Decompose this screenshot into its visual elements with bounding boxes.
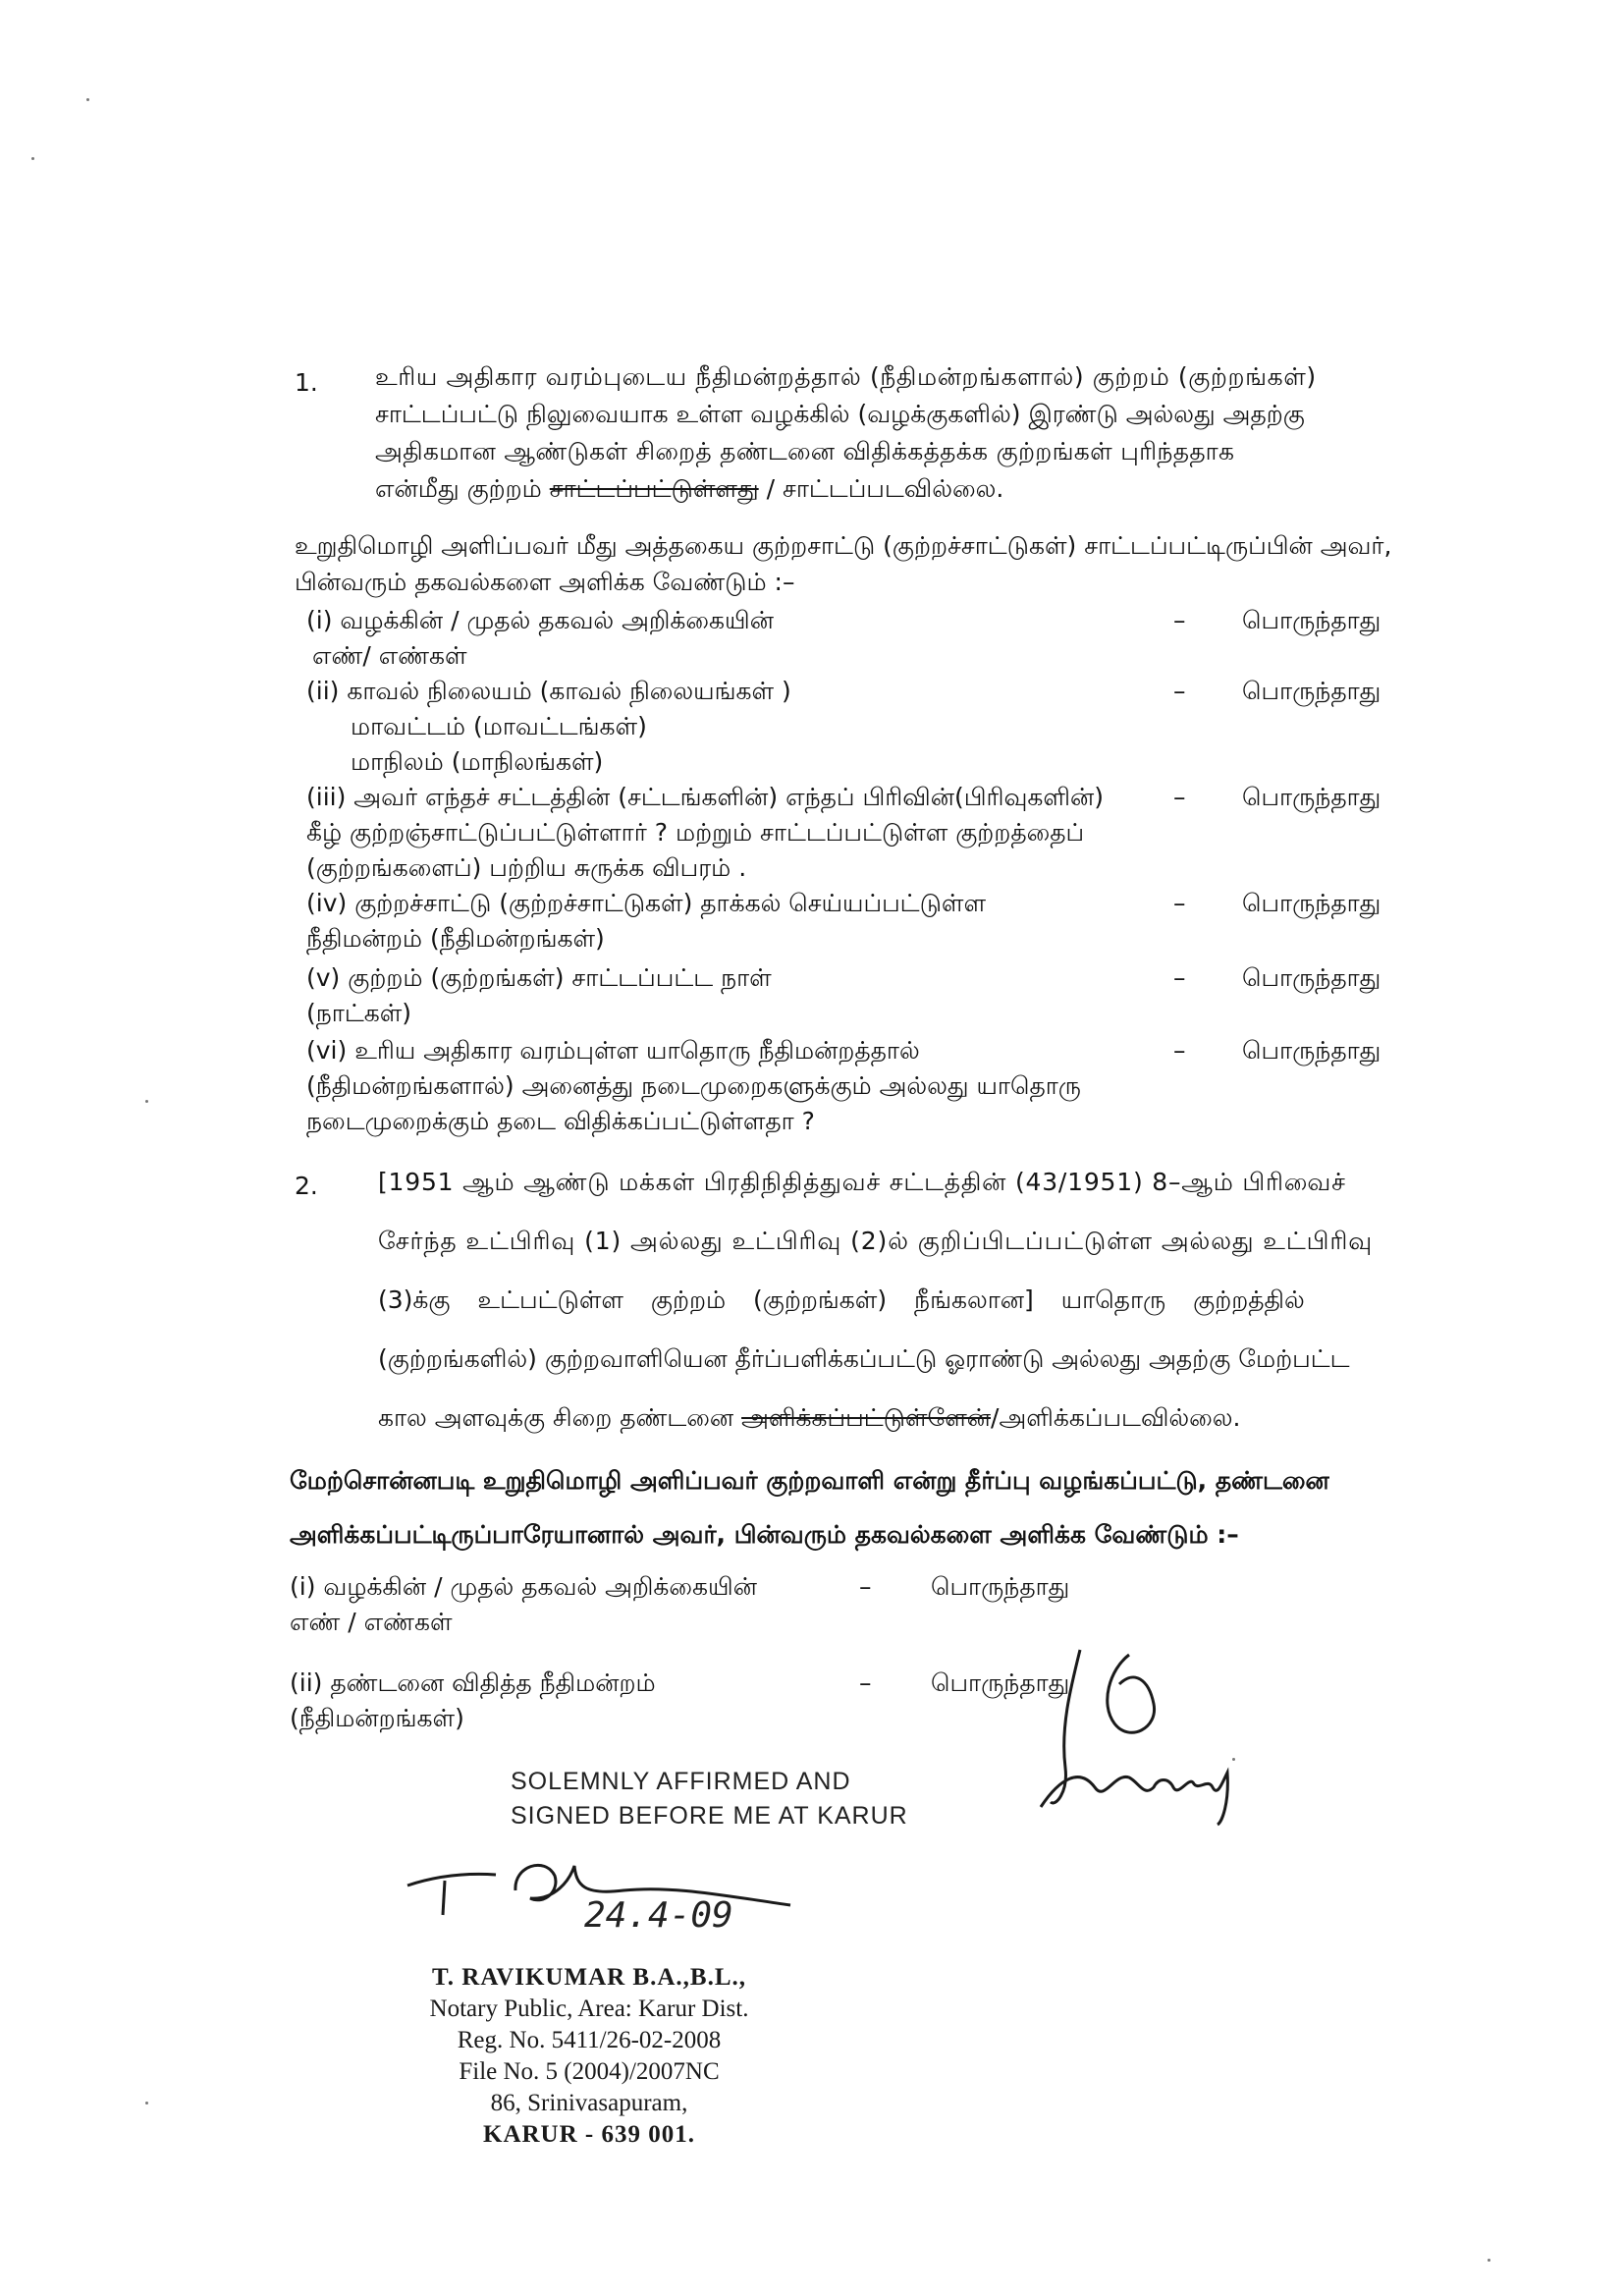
notary-seal <box>368 1964 810 2149</box>
s2-item-i-label <box>290 1569 757 1640</box>
s2-item-ii-value: பொருந்தாது <box>931 1668 1070 1697</box>
label-line: எண்/ எண்கள் <box>312 641 467 670</box>
intro-line: உறுதிமொழி அளிப்பவர் மீது அத்தகைய குற்றசாட்டு (குற்றச்சாட்டுகள்) சாட்டப்பட்டிருப்பின் அவர், <box>295 531 1392 560</box>
section-2-intro <box>290 1463 1468 1552</box>
s1-item-i-label <box>306 603 774 674</box>
scan-speck <box>145 1100 148 1103</box>
label-line: (நீதிமன்றங்களால்) அனைத்து நடைமுறைகளுக்கும் அல்லது யாதொரு <box>306 1071 1081 1100</box>
label-line: (ii) காவல் நிலையம் (காவல் நிலையங்கள் ) <box>306 677 791 705</box>
label-line: நடைமுறைக்கும் தடை விதிக்கப்பட்டுள்ளதா ? <box>306 1107 815 1135</box>
label-line: (நீதிமன்றங்கள்) <box>290 1704 464 1732</box>
s2-item-ii-dash: – <box>859 1668 872 1697</box>
section-1-intro <box>295 528 1473 599</box>
label-line: (v) குற்றம் (குற்றங்கள்) சாட்டப்பட்ட நாள் <box>306 963 772 992</box>
intro-line: மேற்சொன்னபடி உறுதிமொழி அளிப்பவர் குற்றவாளி என்று தீர்ப்பு வழங்கப்பட்டு, தண்டனை <box>290 1466 1329 1495</box>
label-line: (vi) உரிய அதிகார வரம்புள்ள யாதொரு நீதிமன்றத்தால் <box>306 1036 920 1065</box>
scan-speck <box>86 98 89 101</box>
section-2-line: [1951 ஆம் ஆண்டு மக்கள் பிரதிநிதித்துவச் சட்டத்தின் (43/1951) 8–ஆம் பிரிவைச் <box>378 1168 1346 1196</box>
s1-item-ii-dash: – <box>1173 677 1186 705</box>
s1-item-i-dash: – <box>1173 606 1186 634</box>
stamp-line: SOLEMNLY AFFIRMED AND <box>511 1768 851 1795</box>
section-2-line <box>378 1400 1473 1435</box>
s1-item-iv-value: பொருந்தாது <box>1242 889 1381 917</box>
selected-option-not-sentenced: /அளிக்கப்படவில்லை. <box>991 1403 1241 1432</box>
section-2-line: சேர்ந்த உட்பிரிவு (1) அல்லது உட்பிரிவு (2)ல் குறிப்பிடப்பட்டுள்ள அல்லது உட்பிரிவு <box>378 1227 1374 1255</box>
label-line: (iv) குற்றச்சாட்டு (குற்றச்சாட்டுகள்) தாக்கல் செய்யப்பட்டுள்ள <box>306 889 987 917</box>
label-line: (நாட்கள்) <box>306 999 412 1027</box>
struck-option-charged: சாட்டப்பட்டுள்ளது <box>549 474 759 503</box>
label-line: (i) வழக்கின் / முதல் தகவல் அறிக்கையின் <box>306 606 774 634</box>
notary-date: 24.4-09 <box>584 1895 733 1936</box>
notary-file: File No. 5 (2004)/2007NC <box>459 2058 720 2085</box>
selected-option-not-charged: / சாட்டப்படவில்லை. <box>766 474 1004 503</box>
stamp-line: SIGNED BEFORE ME AT KARUR <box>511 1802 908 1830</box>
section-2-number: 2. <box>295 1172 318 1200</box>
intro-line: அளிக்கப்பட்டிருப்பாரேயானால் அவர், பின்வரும் தகவல்களை அளிக்க வேண்டும் :– <box>290 1520 1239 1549</box>
s1-item-ii-value: பொருந்தாது <box>1242 677 1381 705</box>
s1-item-iv-dash: – <box>1173 889 1186 917</box>
scan-speck <box>31 157 34 160</box>
s1-item-vi-dash: – <box>1173 1036 1186 1065</box>
s1-item-iii-label <box>306 780 1104 886</box>
charge-prefix: என்மீது குற்றம் <box>375 474 542 503</box>
label-line: (ii) தண்டனை விதித்த நீதிமன்றம் <box>290 1668 656 1697</box>
label-line: (குற்றங்களைப்) பற்றிய சுருக்க விபரம் . <box>306 853 747 882</box>
s2-item-i-dash: – <box>859 1572 872 1601</box>
section-1-line: அதிகமான ஆண்டுகள் சிறைத் தண்டனை விதிக்கத்தக்க குற்றங்கள் புரிந்ததாக <box>375 437 1235 465</box>
label-line: (iii) அவர் எந்தச் சட்டத்தின் (சட்டங்களின்) எந்தப் பிரிவின்(பிரிவுகளின்) <box>306 783 1105 811</box>
label-line: நீதிமன்றம் (நீதிமன்றங்கள்) <box>306 924 605 953</box>
label-line: (i) வழக்கின் / முதல் தகவல் அறிக்கையின் <box>290 1572 757 1601</box>
notary-address: 86, Srinivasapuram, <box>490 2090 688 2116</box>
s1-item-v-value: பொருந்தாது <box>1242 963 1381 992</box>
notary-city: KARUR - 639 001. <box>483 2121 695 2148</box>
section-1-number: 1. <box>295 368 318 397</box>
section-2-paragraph <box>378 1165 1473 1435</box>
notary-reg: Reg. No. 5411/26-02-2008 <box>457 2027 722 2053</box>
notary-name: T. RAVIKUMAR B.A.,B.L., <box>431 1964 747 1991</box>
s2-item-i-value: பொருந்தாது <box>931 1572 1070 1601</box>
section-2-line: (குற்றங்களில்) குற்றவாளியென தீர்ப்பளிக்கப்பட்டு ஓராண்டு அல்லது அதற்கு மேற்பட்ட <box>378 1344 1350 1373</box>
scan-speck <box>145 2102 148 2105</box>
affirmation-stamp <box>511 1768 908 1831</box>
label-line: மாவட்டம் (மாவட்டங்கள்) <box>351 712 647 740</box>
deponent-signature <box>1021 1630 1276 1827</box>
section-2-line: (3)க்கு உட்பட்டுள்ள குற்றம் (குற்றங்கள்) நீங்கலான] யாதொரு குற்றத்தில் <box>378 1285 1305 1314</box>
scan-speck <box>1488 2259 1490 2262</box>
s1-item-iii-value: பொருந்தாது <box>1242 783 1381 811</box>
s1-item-vi-label <box>306 1033 1081 1139</box>
s2-item-ii-label <box>290 1666 656 1736</box>
sentence-prefix: கால அளவுக்கு சிறை தண்டனை <box>378 1403 734 1432</box>
section-1-line: உரிய அதிகார வரம்புடைய நீதிமன்றத்தால் (நீதிமன்றங்களால்) குற்றம் (குற்றங்கள்) <box>375 362 1317 391</box>
label-line: எண் / எண்கள் <box>290 1608 453 1636</box>
s1-item-iv-label <box>306 886 986 957</box>
scan-speck <box>1232 1758 1235 1761</box>
section-1-line <box>375 471 1470 506</box>
s1-item-iii-dash: – <box>1173 783 1186 811</box>
s1-item-v-label <box>306 960 772 1031</box>
label-line: மாநிலம் (மாநிலங்கள்) <box>351 747 604 776</box>
s1-item-v-dash: – <box>1173 963 1186 992</box>
label-line: கீழ் குற்றஞ்சாட்டுப்பட்டுள்ளார் ? மற்றும் சாட்டப்பட்டுள்ள குற்றத்தைப் <box>306 818 1085 847</box>
s1-item-ii-label <box>306 674 791 780</box>
section-1-paragraph <box>375 359 1470 506</box>
s1-item-i-value: பொருந்தாது <box>1242 606 1381 634</box>
s1-item-vi-value: பொருந்தாது <box>1242 1036 1381 1065</box>
struck-option-sentenced: அளிக்கப்பட்டுள்ளேன் <box>741 1403 992 1432</box>
notary-title: Notary Public, Area: Karur Dist. <box>429 1995 749 2022</box>
intro-line: பின்வரும் தகவல்களை அளிக்க வேண்டும் :– <box>295 568 795 596</box>
section-1-line: சாட்டப்பட்டு நிலுவையாக உள்ள வழக்கில் (வழக்குகளில்) இரண்டு அல்லது அதற்கு <box>375 400 1305 428</box>
